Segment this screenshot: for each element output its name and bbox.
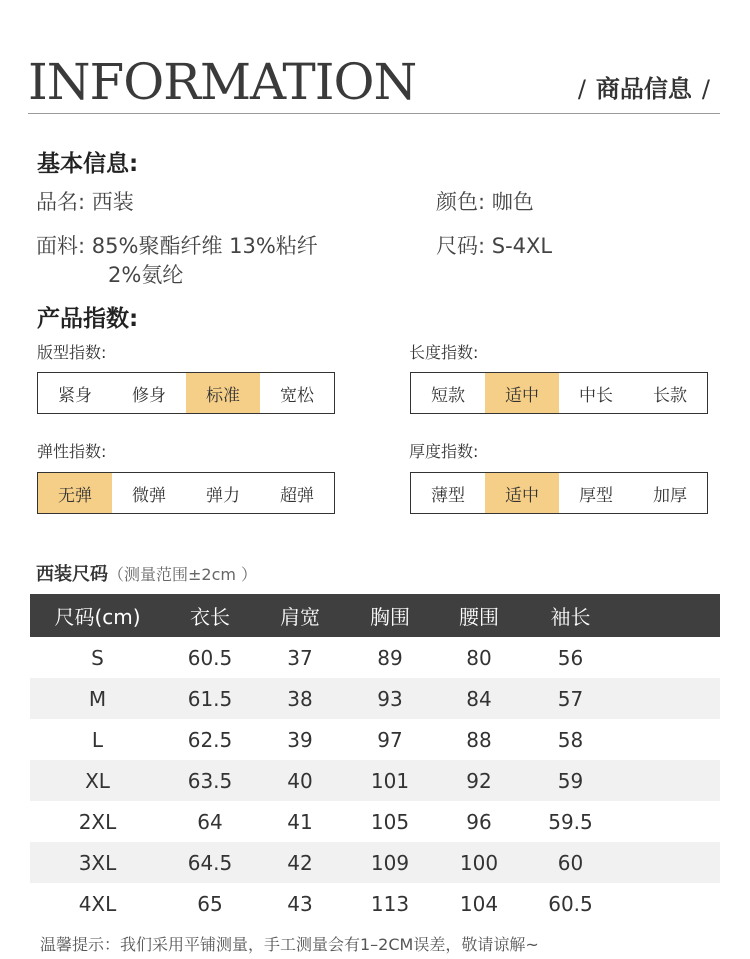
table-cell: 56 <box>557 645 584 670</box>
table-cell: 38 <box>255 678 345 719</box>
size-chart-title-text: 西装尺码 <box>36 564 108 585</box>
header-cell <box>618 594 720 637</box>
table-cell: 88 <box>466 727 492 752</box>
size-row <box>436 232 552 261</box>
elasticity-option: 无弹 <box>38 473 112 513</box>
table-row <box>30 678 720 719</box>
length-index-label: 长度指数: <box>409 343 479 362</box>
table-cell: 89 <box>377 645 403 670</box>
table-cell: 37 <box>287 645 313 670</box>
table-cell: 101 <box>345 760 435 801</box>
elasticity-option: 弹力 <box>206 485 240 506</box>
length-option: 短款 <box>431 385 465 406</box>
fabric-row <box>36 232 318 290</box>
thickness-index-label: 厚度指数: <box>409 442 479 461</box>
table-cell: 84 <box>435 678 523 719</box>
elasticity-index-label: 弹性指数: <box>37 442 107 461</box>
table-cell: L <box>91 727 104 752</box>
thickness-index-scale <box>410 472 708 514</box>
table-cell: 80 <box>466 645 492 670</box>
table-cell: 62.5 <box>187 727 233 752</box>
table-cell: 40 <box>255 760 345 801</box>
basic-info-title: 基本信息: <box>37 151 139 177</box>
fit-option: 修身 <box>132 385 166 406</box>
table-cell: 100 <box>435 842 523 883</box>
table-cell: 92 <box>435 760 523 801</box>
thickness-option: 适中 <box>485 473 559 513</box>
length-index-scale <box>410 372 708 414</box>
table-cell <box>618 637 720 678</box>
table-cell: 64.5 <box>165 842 255 883</box>
fit-option: 标准 <box>186 373 260 413</box>
table-cell <box>618 801 720 842</box>
fabric-label: 面料: <box>36 234 86 258</box>
table-cell: 59 <box>523 760 618 801</box>
table-cell: 57 <box>523 678 618 719</box>
header-cell: 袖长 <box>523 594 618 637</box>
thickness-option: 厚型 <box>579 485 613 506</box>
table-row <box>30 842 720 883</box>
color-label: 颜色: <box>436 190 486 214</box>
fit-index-label: 版型指数: <box>37 343 107 362</box>
table-cell: M <box>30 678 165 719</box>
header-cell: 肩宽 <box>255 594 345 637</box>
table-cell: 60.5 <box>548 891 593 916</box>
header-cell: 腰围 <box>435 594 523 637</box>
header-divider <box>28 113 720 114</box>
elasticity-option: 微弹 <box>132 485 166 506</box>
table-cell: 4XL <box>78 891 117 916</box>
table-cell: 43 <box>287 891 313 916</box>
thickness-option: 薄型 <box>431 485 465 506</box>
measurement-tip: 温馨提示：我们采用平铺测量，手工测量会有1–2CM误差，敬请谅解~ <box>40 935 539 954</box>
table-cell: 104 <box>459 891 499 916</box>
table-cell <box>618 760 720 801</box>
table-cell: S <box>91 645 104 670</box>
header-cell: 尺码(cm) <box>30 594 165 637</box>
table-cell: 105 <box>370 809 410 834</box>
fit-index-scale <box>37 372 335 414</box>
table-cell <box>618 678 720 719</box>
table-cell: 109 <box>345 842 435 883</box>
name-row <box>36 188 134 217</box>
table-row <box>30 719 720 760</box>
table-cell: XL <box>30 760 165 801</box>
info-header <box>28 52 720 114</box>
table-cell: 65 <box>197 891 223 916</box>
subtitle-text: 商品信息 <box>595 75 692 103</box>
color-value: 咖色 <box>491 190 534 214</box>
fit-option: 紧身 <box>58 385 92 406</box>
table-cell: 3XL <box>30 842 165 883</box>
table-row <box>30 883 720 924</box>
name-value: 西装 <box>91 190 134 214</box>
product-index-title: 产品指数: <box>37 306 139 332</box>
table-cell: 41 <box>287 809 313 834</box>
table-row <box>30 637 720 678</box>
table-cell: 96 <box>466 809 492 834</box>
elasticity-option: 超弹 <box>280 485 314 506</box>
color-row <box>436 188 534 217</box>
fabric-value-line1: 85%聚酯纤维 13%粘纤 <box>91 234 318 258</box>
table-cell: 59.5 <box>548 809 593 834</box>
table-cell: 60 <box>523 842 618 883</box>
size-chart-note: （测量范围±2cm ） <box>108 565 258 584</box>
table-cell: 39 <box>287 727 313 752</box>
table-cell: 60.5 <box>187 645 233 670</box>
table-cell: 64 <box>197 809 223 834</box>
length-option: 适中 <box>485 373 559 413</box>
table-cell: 58 <box>557 727 584 752</box>
size-table-header <box>30 594 720 637</box>
table-cell: 63.5 <box>165 760 255 801</box>
size-table <box>30 594 720 924</box>
length-option: 长款 <box>653 385 687 406</box>
table-cell: 97 <box>377 727 403 752</box>
name-label: 品名: <box>36 190 86 214</box>
fit-option: 宽松 <box>280 385 314 406</box>
thickness-option: 加厚 <box>653 485 687 506</box>
page-subtitle <box>568 74 720 104</box>
table-row <box>30 760 720 801</box>
elasticity-index-scale <box>37 472 335 514</box>
table-cell <box>618 719 720 760</box>
page-title: INFORMATION <box>28 53 417 111</box>
fabric-value-line2: 2%氨纶 <box>108 263 184 287</box>
table-cell: 93 <box>345 678 435 719</box>
slash-left: / <box>577 75 586 103</box>
header-cell: 胸围 <box>345 594 435 637</box>
table-cell: 42 <box>255 842 345 883</box>
table-row <box>30 801 720 842</box>
size-label: 尺码: <box>436 234 486 258</box>
table-cell <box>618 883 720 924</box>
length-option: 中长 <box>579 385 613 406</box>
slash-right: / <box>701 75 710 103</box>
size-chart-title <box>36 560 257 586</box>
size-value: S-4XL <box>491 234 553 258</box>
header-cell: 衣长 <box>165 594 255 637</box>
table-cell: 2XL <box>78 809 117 834</box>
table-cell <box>618 842 720 883</box>
table-cell: 61.5 <box>165 678 255 719</box>
table-cell: 113 <box>370 891 410 916</box>
